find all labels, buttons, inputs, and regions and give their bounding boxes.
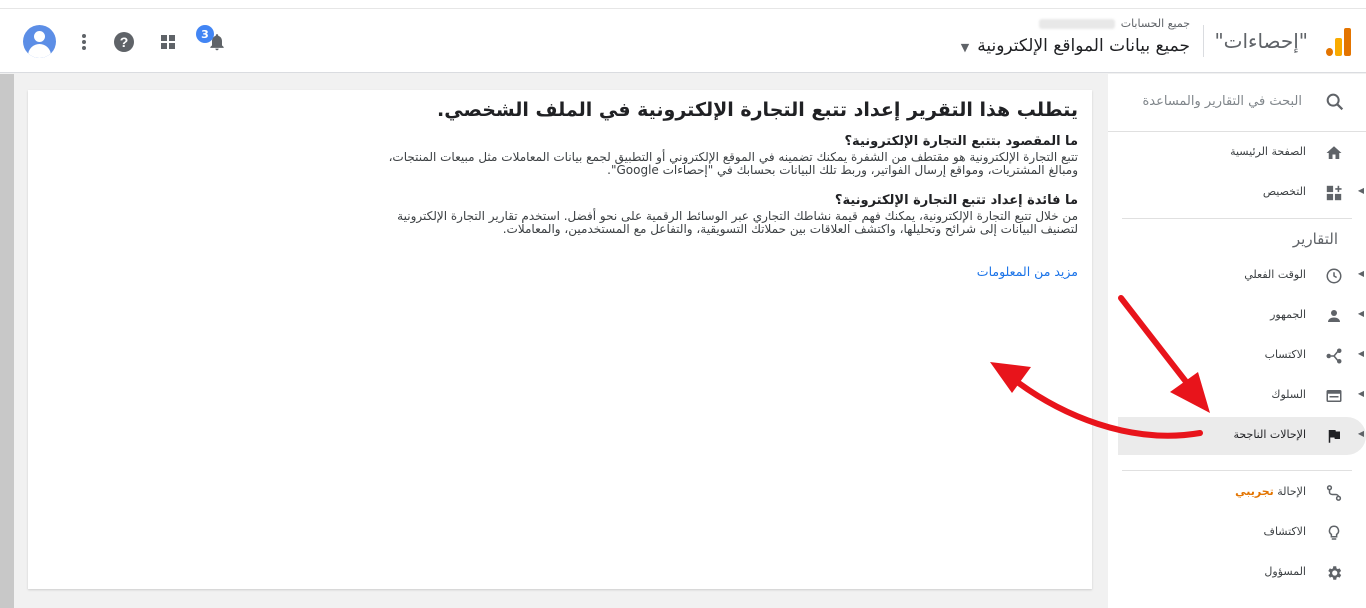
sidebar-divider (1122, 470, 1352, 471)
sidebar-item-discover[interactable] (1118, 514, 1366, 552)
sidebar-item-attribution[interactable] (1118, 474, 1366, 512)
web-window-icon (1324, 386, 1344, 406)
question-what-is: ما المقصود بتتبع التجارة الإلكترونية؟ (844, 134, 1078, 149)
acquisition-icon (1324, 346, 1344, 366)
sidebar-item-admin[interactable] (1118, 554, 1366, 592)
dashboard-add-icon (1324, 183, 1344, 203)
person-icon (1324, 306, 1344, 326)
search-icon (1322, 91, 1346, 115)
sidebar-item-audience[interactable] (1118, 297, 1366, 335)
search-placeholder: البحث في التقارير والمساعدة (1142, 94, 1302, 109)
top-strip (0, 0, 1366, 9)
clock-icon (1324, 266, 1344, 286)
answer-what-is: تتبع التجارة الإلكترونية هو مقتطف من الشفرة يمكنك تضمينه في الموقع الإلكتروني أو التطبيق لجمع بيانات المعاملات مثل مبيعات المنتجات، ومبالغ المشتريات، ومواقع إرسال الفواتير، وربط تلك البيانات بحسابك في "إحصاءات Google". (388, 150, 1078, 177)
expand-arrow-icon: ◀ (1357, 389, 1364, 398)
home-icon (1324, 143, 1344, 163)
property-selector[interactable] (961, 36, 1190, 56)
flag-icon (1324, 426, 1344, 446)
sidebar-item-label: الصفحة الرئيسية (1230, 145, 1306, 158)
sidebar-item-label: الإحالات الناجحة (1233, 428, 1306, 441)
breadcrumb-label: جميع الحسابات (1120, 17, 1190, 30)
sidebar-item-acquisition[interactable] (1118, 337, 1366, 375)
analytics-logo-icon[interactable] (1326, 28, 1352, 56)
expand-arrow-icon: ◀ (1357, 309, 1364, 318)
reports-section-title: التقارير (1292, 230, 1338, 248)
beta-badge: تجريبي (1235, 485, 1274, 498)
sidebar-item-label: الاكتشاف (1263, 525, 1306, 538)
sidebar-item-label: السلوك (1271, 388, 1306, 401)
expand-arrow-icon: ◀ (1357, 186, 1364, 195)
sidebar-item-label (1235, 485, 1306, 498)
sidebar-item-conversions[interactable] (1118, 417, 1366, 455)
expand-arrow-icon: ◀ (1357, 269, 1364, 278)
learn-more-link[interactable]: مزيد من المعلومات (976, 264, 1078, 279)
lightbulb-icon (1324, 523, 1344, 543)
redacted-account-name (1039, 19, 1115, 29)
sidebar-item-home[interactable] (1118, 134, 1366, 172)
sidebar-item-label: الجمهور (1270, 308, 1306, 321)
svg-text:?: ? (119, 34, 129, 50)
help-icon[interactable] (112, 30, 136, 54)
sidebar-divider (1122, 218, 1352, 219)
gear-icon (1324, 563, 1344, 583)
expand-arrow-icon: ◀ (1357, 349, 1364, 358)
header-divider (1203, 25, 1204, 57)
sidebar-item-label: الاكتساب (1264, 348, 1306, 361)
sidebar-item-behavior[interactable] (1118, 377, 1366, 415)
setup-required-heading: يتطلب هذا التقرير إعداد تتبع التجارة الإلكترونية في الملف الشخصي. (437, 99, 1078, 121)
breadcrumb[interactable] (1039, 17, 1190, 30)
attribution-route-icon (1324, 483, 1344, 503)
account-avatar[interactable] (23, 25, 56, 58)
question-why: ما فائدة إعداد تتبع التجارة الإلكترونية؟ (834, 193, 1078, 208)
sidebar-item-label: الوقت الفعلي (1244, 268, 1306, 281)
sidebar-item-customization[interactable] (1118, 174, 1366, 212)
ecommerce-setup-card (28, 90, 1092, 589)
notification-count-badge: 3 (196, 25, 214, 43)
caret-down-icon: ▼ (960, 41, 970, 54)
sidebar-item-realtime[interactable] (1118, 257, 1366, 295)
expand-arrow-icon: ◀ (1357, 429, 1364, 438)
sidebar (1108, 74, 1366, 608)
app-header (0, 9, 1366, 73)
app-name: "إحصاءات" (1214, 29, 1308, 53)
sidebar-item-label: التخصيص (1262, 185, 1306, 198)
report-search[interactable] (1108, 74, 1366, 132)
property-title: جميع بيانات المواقع الإلكترونية (977, 36, 1190, 56)
attribution-label: الإحالة (1277, 485, 1306, 498)
more-vert-icon[interactable] (72, 30, 96, 54)
apps-grid-icon[interactable] (156, 30, 180, 54)
sidebar-item-label: المسؤول (1264, 565, 1306, 578)
left-scroll-edge (0, 74, 14, 608)
answer-why: من خلال تتبع التجارة الإلكترونية، يمكنك فهم قيمة نشاطك التجاري عبر الوسائط الرقمية على نحو أفضل. استخدم تقارير التجارة الإلكترونية لتصنيف البيانات إلى شرائح وتحليلها، واكتشف العلاقات بين حملاتك التسويقية، والتفاعل مع المستخدمين، والمعاملات. (397, 209, 1078, 236)
